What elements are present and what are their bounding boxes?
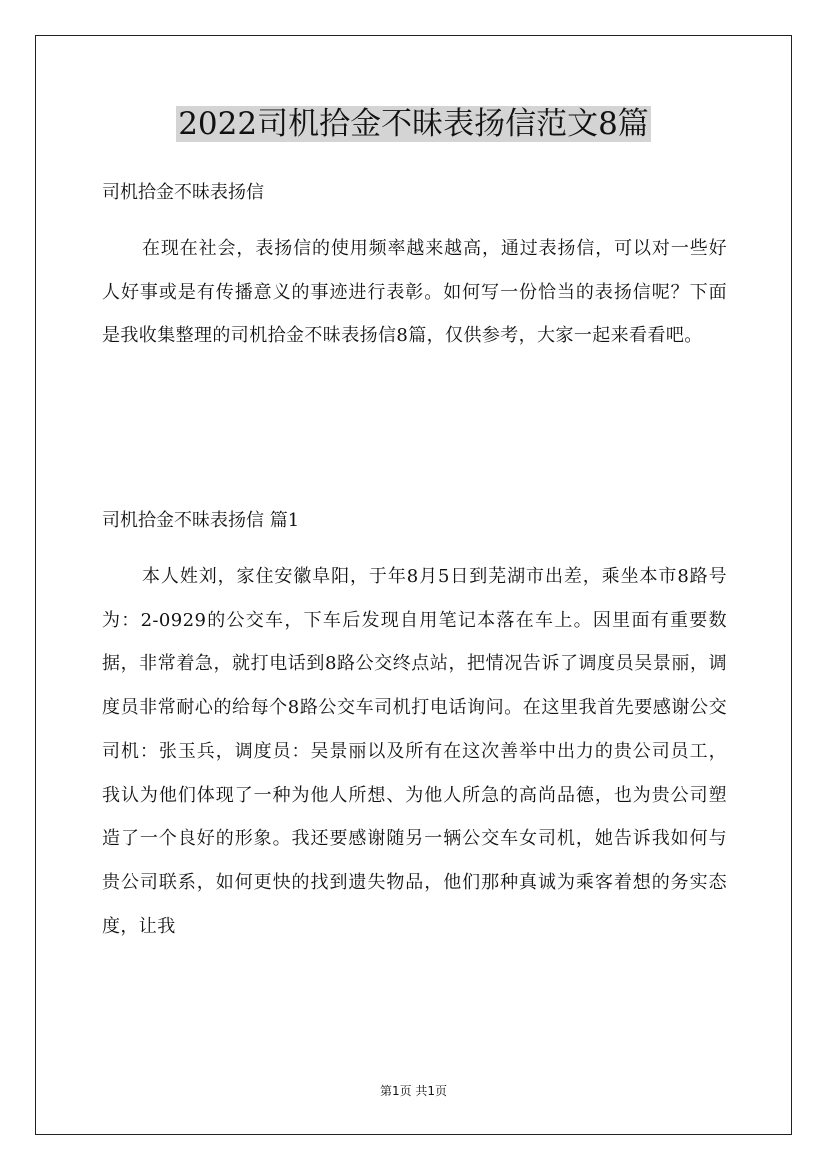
section-1-heading: 司机拾金不昧表扬信 篇1 (102, 510, 300, 531)
document-title-text: 2022司机拾金不昧表扬信范文8篇 (178, 106, 649, 142)
page-footer: 第1页 共1页 (379, 1084, 448, 1098)
section-1-paragraph: 本人姓刘，家住安徽阜阳，于年8月5日到芜湖市出差，乘坐本市8路号为：2-0929的公交车，下车后发现自用笔记本落在车上。因里面有重要数据，非常着急，就打电话到8路公交终点站，把情况告诉了调度员吴景丽，调度员非常耐心的给每个8路公交车司机打电话询问。在这里我首先要感谢公交司机：张玉兵，调度员：吴景丽以及所有在这次善举中出力的贵公司员工，我认为他们体现了一种为他人所想、为他人所急的高尚品德，也为贵公司塑造了一个良好的形象。我还要感谢随另一辆公交车女司机，她告诉我如何与贵公司联系，如何更快的找到遗失物品，他们那种真诚为乘客着想的务实态度，让我 (102, 566, 727, 937)
intro-paragraph: 在现在社会，表扬信的使用频率越来越高，通过表扬信，可以对一些好人好事或是有传播意义的事迹进行表彰。如何写一份恰当的表扬信呢？下面是我收集整理的司机拾金不昧表扬信8篇，仅供参考，大家一起来看看吧。 (102, 238, 727, 347)
document-title (0, 102, 827, 146)
intro-heading: 司机拾金不昧表扬信 (102, 182, 264, 203)
